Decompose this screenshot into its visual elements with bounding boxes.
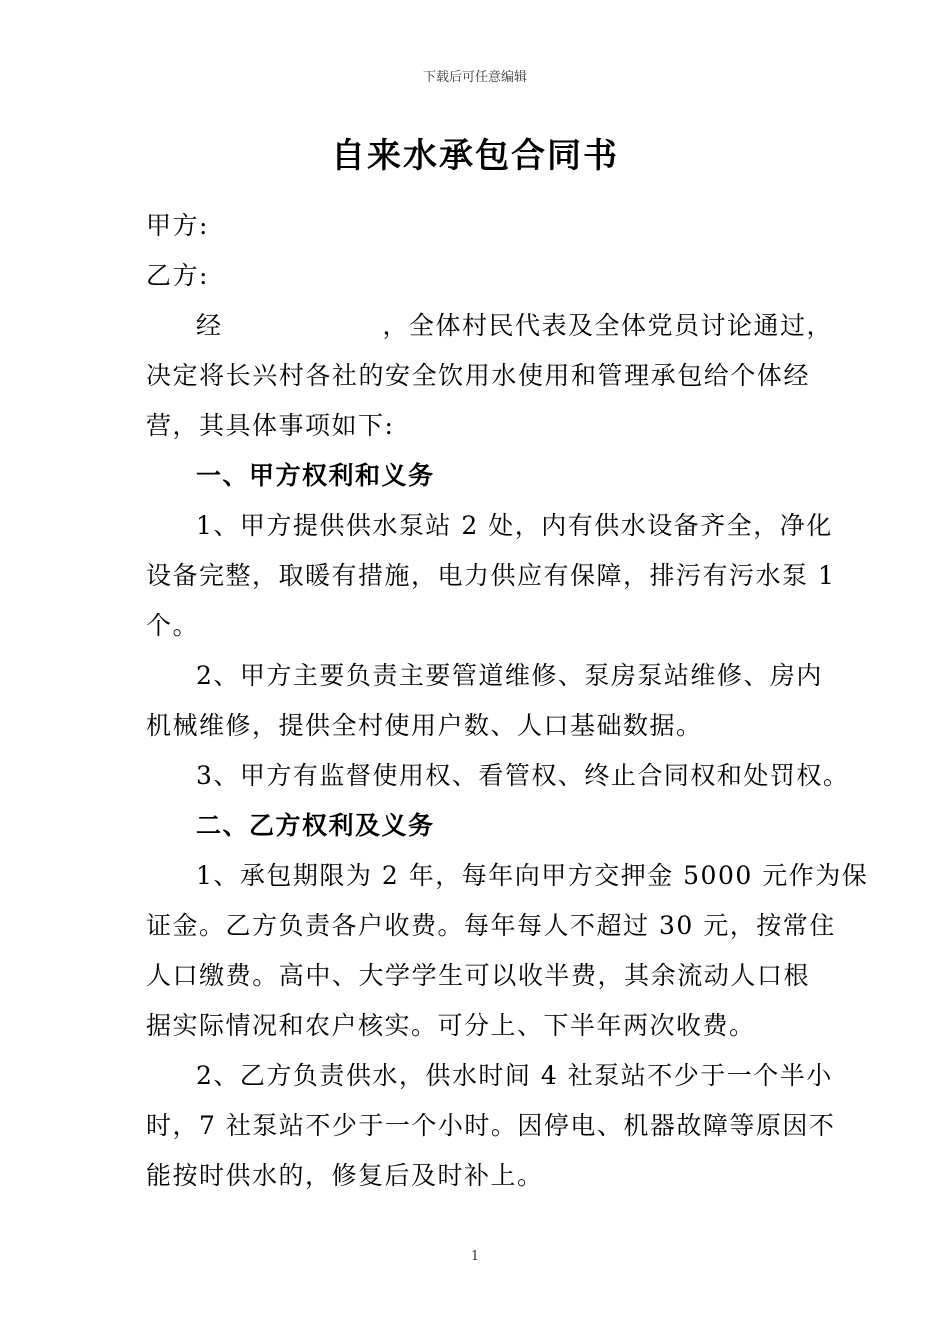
section-1-item-2-line-1: 2、甲方主要负责主要管道维修、泵房泵站维修、房内: [196, 661, 823, 690]
section-2-item-1-line-1: 1、承包期限为 2 年，每年向甲方交押金 5000 元作为保: [196, 861, 869, 890]
section-2-heading: 二、乙方权利及义务: [196, 811, 435, 840]
intro-line-1-rest: ，全体村民代表及全体党员讨论通过，: [382, 311, 834, 340]
section-1-item-1-line-3: 个。: [146, 611, 200, 640]
section-1-item-1-line-1: 1、甲方提供供水泵站 2 处，内有供水设备齐全，净化: [196, 511, 833, 540]
party-b-label: 乙方:: [146, 261, 209, 290]
document-title: 自来水承包合同书: [331, 136, 619, 176]
party-a-label: 甲方:: [146, 211, 209, 240]
intro-prefix: 经: [196, 311, 223, 340]
section-1-item-2-line-2: 机械维修，提供全村使用户数、人口基础数据。: [146, 711, 703, 740]
section-1-item-3-line-1: 3、甲方有监督使用权、看管权、终止合同权和处罚权。: [196, 761, 850, 790]
section-2-item-2-line-1: 2、乙方负责供水，供水时间 4 社泵站不少于一个半小: [196, 1061, 833, 1090]
page-number: 1: [470, 1249, 480, 1264]
section-2-item-2-line-3: 能按时供水的，修复后及时补上。: [146, 1161, 544, 1190]
intro-line-2: 决定将长兴村各社的安全饮用水使用和管理承包给个体经: [146, 361, 810, 390]
section-2-item-1-line-2: 证金。乙方负责各户收费。每年每人不超过 30 元，按常住: [146, 911, 836, 940]
page-header: 下载后可任意编辑: [422, 70, 527, 85]
section-1-heading: 一、甲方权利和义务: [196, 461, 435, 490]
section-2-item-1-line-3: 人口缴费。高中、大学学生可以收半费，其余流动人口根: [146, 961, 810, 990]
section-2-item-2-line-2: 时，7 社泵站不少于一个小时。因停电、机器故障等原因不: [146, 1111, 836, 1140]
intro-line-1: [196, 311, 860, 341]
intro-line-3: 营，其具体事项如下:: [146, 411, 395, 440]
section-2-item-1-line-4: 据实际情况和农户核实。可分上、下半年两次收费。: [146, 1011, 756, 1040]
section-1-item-1-line-2: 设备完整，取暖有措施，电力供应有保障，排污有污水泵 1: [146, 561, 836, 590]
